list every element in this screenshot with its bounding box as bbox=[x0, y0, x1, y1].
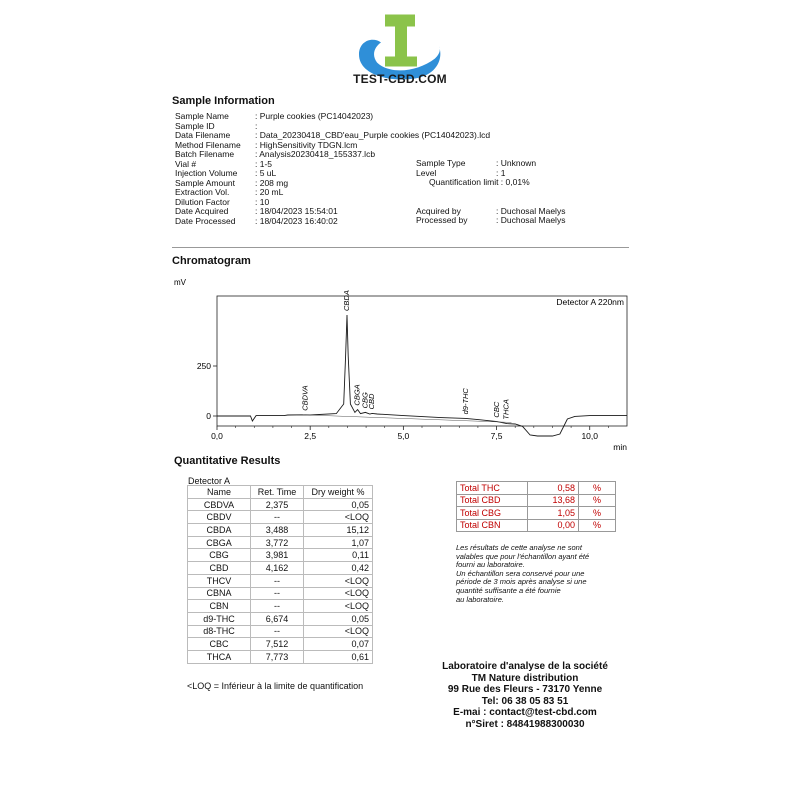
peak-label: CBG bbox=[360, 392, 370, 409]
info-value: : 1-5 bbox=[255, 158, 273, 169]
dry-weight: 0,42 bbox=[304, 562, 373, 575]
info-value: Quantification limit : 0,01% bbox=[429, 177, 530, 187]
totals-row bbox=[457, 519, 616, 532]
info-value: : 18/04/2023 16:40:02 bbox=[255, 215, 338, 226]
col-header-ret-time: Ret. Time bbox=[251, 486, 304, 499]
total-label: Total CBD bbox=[457, 494, 528, 507]
sample-information-heading: Sample Information bbox=[172, 95, 275, 107]
loq-note: <LOQ = Inférieur à la limite de quantification bbox=[187, 681, 364, 691]
dry-weight: 0,05 bbox=[304, 498, 373, 511]
info-label: Sample ID bbox=[175, 120, 215, 131]
info-value: : 208 mg bbox=[255, 177, 289, 188]
info-label: Injection Volume bbox=[175, 168, 238, 178]
info-label: Acquired by bbox=[416, 205, 461, 216]
info-label bbox=[416, 188, 468, 198]
plot-frame bbox=[217, 296, 627, 426]
table-row bbox=[188, 524, 373, 537]
peak-label: CBD bbox=[367, 393, 377, 410]
info-value: : 18/04/2023 15:54:01 bbox=[255, 206, 338, 216]
disclaimer-line: valables que pour l'échantillon ayant été bbox=[456, 551, 590, 561]
table-row bbox=[188, 549, 373, 562]
info-label: Method Filename bbox=[175, 139, 241, 150]
table-row bbox=[188, 638, 373, 651]
retention-time: 3,981 bbox=[251, 549, 304, 562]
table-row bbox=[188, 587, 373, 600]
lab-line: 99 Rue des Fleurs - 73170 Yenne bbox=[447, 684, 603, 696]
peak-label: CBC bbox=[491, 401, 501, 418]
info-label: Date Processed bbox=[175, 215, 236, 226]
info-value bbox=[496, 188, 565, 198]
total-unit: % bbox=[579, 494, 616, 507]
retention-time: 7,512 bbox=[251, 638, 304, 651]
y-axis-unit: mV bbox=[174, 278, 186, 287]
table-row bbox=[188, 498, 373, 511]
col-header-dry-weight: Dry weight % bbox=[304, 486, 373, 499]
peak-label: THCA bbox=[501, 399, 511, 420]
info-label: Date Acquired bbox=[175, 206, 229, 216]
detector-label: Detector A bbox=[188, 476, 231, 486]
table-row bbox=[188, 625, 373, 638]
info-value: : 1 bbox=[496, 167, 506, 178]
dry-weight: 15,12 bbox=[304, 524, 373, 537]
disclaimer-line: quantité suffisante a été fournie bbox=[456, 585, 561, 595]
totals-row bbox=[457, 507, 616, 520]
y-tick-label: 0 bbox=[206, 411, 211, 421]
table-row bbox=[188, 612, 373, 625]
total-unit: % bbox=[579, 507, 616, 520]
info-label: Vial # bbox=[175, 158, 197, 169]
compound-name: CBNA bbox=[188, 587, 251, 600]
disclaimer-text bbox=[456, 544, 636, 604]
totals-row bbox=[457, 482, 616, 495]
dry-weight: 0,05 bbox=[304, 612, 373, 625]
retention-time: 7,773 bbox=[251, 650, 304, 663]
total-label: Total CBG bbox=[457, 507, 528, 520]
x-axis-unit: min bbox=[613, 442, 627, 452]
peak-label: CBGA bbox=[352, 384, 362, 406]
info-value: : 5 uL bbox=[255, 168, 277, 178]
compound-name: d8-THC bbox=[188, 625, 251, 638]
x-tick-label: 5,0 bbox=[397, 431, 410, 441]
retention-time: 4,162 bbox=[251, 562, 304, 575]
chromatogram-heading: Chromatogram bbox=[172, 255, 251, 267]
retention-time: 2,375 bbox=[251, 498, 304, 511]
total-value: 1,05 bbox=[528, 507, 579, 520]
results-table bbox=[187, 485, 373, 664]
retention-time: -- bbox=[251, 600, 304, 613]
dry-weight: <LOQ bbox=[304, 574, 373, 587]
col-header-name: Name bbox=[188, 486, 251, 499]
dry-weight: <LOQ bbox=[304, 600, 373, 613]
total-value: 13,68 bbox=[528, 494, 579, 507]
compound-name: THCA bbox=[188, 650, 251, 663]
info-value: : HighSensitivity TDGN.lcm bbox=[255, 139, 358, 150]
info-label: Sample Name bbox=[175, 111, 229, 121]
info-value: : 10 bbox=[255, 196, 270, 207]
info-value: : Unknown bbox=[496, 158, 537, 168]
dry-weight: 0,61 bbox=[304, 650, 373, 663]
retention-time: -- bbox=[251, 587, 304, 600]
y-tick-label: 250 bbox=[196, 361, 211, 371]
table-row bbox=[188, 536, 373, 549]
retention-time: 3,488 bbox=[251, 524, 304, 537]
total-value: 0,00 bbox=[528, 519, 579, 532]
compound-name: CBG bbox=[188, 549, 251, 562]
dry-weight: <LOQ bbox=[304, 511, 373, 524]
retention-time: 6,674 bbox=[251, 612, 304, 625]
compound-name: CBDVA bbox=[188, 498, 251, 511]
retention-time: -- bbox=[251, 511, 304, 524]
compound-name: CBN bbox=[188, 600, 251, 613]
info-value: : 20 mL bbox=[255, 187, 284, 197]
info-label: Data Filename bbox=[175, 130, 231, 140]
x-tick-label: 0,0 bbox=[211, 431, 223, 441]
total-unit: % bbox=[579, 519, 616, 532]
compound-name: d9-THC bbox=[188, 612, 251, 625]
compound-name: CBDA bbox=[188, 524, 251, 537]
quantitative-results-heading: Quantitative Results bbox=[174, 455, 281, 467]
sample-info-right-labels bbox=[416, 159, 468, 226]
compound-name: CBC bbox=[188, 638, 251, 651]
info-value: : Analysis20230418_155337.lcb bbox=[255, 149, 376, 159]
lab-line: n°Siret : 84841988300030 bbox=[465, 718, 585, 730]
chromatogram-chart bbox=[172, 276, 632, 456]
logo-text: TEST-CBD.COM bbox=[353, 72, 447, 86]
dry-weight: 0,07 bbox=[304, 638, 373, 651]
lab-line: E-mai : contact@test-cbd.com bbox=[453, 707, 597, 719]
retention-time: 3,772 bbox=[251, 536, 304, 549]
totals-row bbox=[457, 494, 616, 507]
info-label: Batch Filename bbox=[175, 149, 235, 159]
lab-line: Tel: 06 38 05 83 51 bbox=[481, 695, 569, 707]
x-tick-label: 7,5 bbox=[490, 431, 503, 441]
info-label: Sample Amount bbox=[175, 177, 236, 188]
info-value: : bbox=[255, 120, 258, 131]
sample-info-labels bbox=[175, 112, 241, 226]
total-value: 0,58 bbox=[528, 482, 579, 495]
compound-name: CBGA bbox=[188, 536, 251, 549]
info-value: : Data_20230418_CBD'eau_Purple cookies (PC14042023).lcd bbox=[255, 130, 491, 140]
dry-weight: 1,07 bbox=[304, 536, 373, 549]
disclaimer-line: période de 3 mois après analyse si une bbox=[456, 577, 587, 587]
info-label: Level bbox=[416, 167, 437, 178]
info-label: Dilution Factor bbox=[175, 196, 230, 207]
x-tick-label: 2,5 bbox=[304, 431, 317, 441]
table-row bbox=[188, 600, 373, 613]
x-tick-label: 10,0 bbox=[581, 431, 599, 441]
table-row bbox=[188, 562, 373, 575]
compound-name: CBDV bbox=[188, 511, 251, 524]
info-value: : Purple cookies (PC14042023) bbox=[255, 111, 374, 121]
disclaimer-line: Les résultats de cette analyse ne sont bbox=[456, 543, 582, 552]
section-divider bbox=[172, 247, 629, 248]
info-label: Extraction Vol. bbox=[175, 187, 230, 197]
info-value: : Duchosal Maelys bbox=[496, 215, 566, 225]
table-row bbox=[188, 650, 373, 663]
retention-time: -- bbox=[251, 625, 304, 638]
peak-label: CBDA bbox=[342, 290, 352, 311]
total-unit: % bbox=[579, 482, 616, 495]
lab-line: Laboratoire d'analyse de la société bbox=[442, 661, 608, 672]
dry-weight: 0,11 bbox=[304, 549, 373, 562]
dry-weight: <LOQ bbox=[304, 587, 373, 600]
lab-line: TM Nature distribution bbox=[471, 672, 579, 684]
chromatogram-trace bbox=[217, 315, 627, 436]
compound-name: CBD bbox=[188, 562, 251, 575]
info-value: : Duchosal Maelys bbox=[496, 205, 566, 216]
table-row bbox=[188, 511, 373, 524]
totals-table bbox=[456, 481, 616, 532]
disclaimer-line: au laboratoire. bbox=[456, 594, 504, 604]
disclaimer-line: Un échantillon sera conservé pour une bbox=[456, 568, 585, 578]
total-label: Total CBN bbox=[457, 519, 528, 532]
total-label: Total THC bbox=[457, 482, 528, 495]
detector-name: Detector A 220nm bbox=[556, 297, 624, 307]
dry-weight: <LOQ bbox=[304, 625, 373, 638]
peak-label: d9-THC bbox=[460, 388, 470, 415]
retention-time: -- bbox=[251, 574, 304, 587]
info-label: Processed by bbox=[416, 215, 468, 225]
compound-name: THCV bbox=[188, 574, 251, 587]
disclaimer-line: fourni au laboratoire. bbox=[456, 560, 525, 570]
info-label: Sample Type bbox=[416, 158, 466, 168]
laboratory-contact bbox=[400, 661, 650, 731]
table-row bbox=[188, 574, 373, 587]
peak-label: CBDVA bbox=[300, 385, 310, 411]
